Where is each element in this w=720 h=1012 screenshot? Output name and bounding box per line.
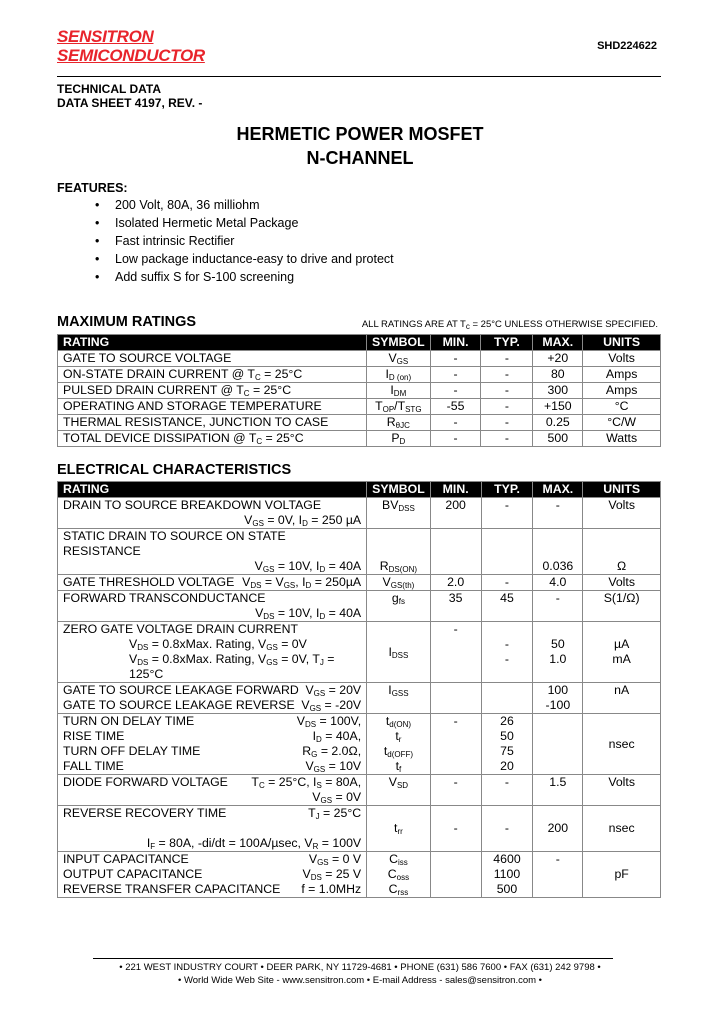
col-max: MAX. — [533, 482, 583, 498]
footer-web: • World Wide Web Site - www.sensitron.com • E-mail Address - sales@sensitron.com • — [177, 975, 543, 986]
list-item: • Fast intrinsic Rectifier — [95, 232, 394, 250]
typ-cell: 26 50 75 20 — [481, 714, 533, 775]
param-name: GATE TO SOURCE LEAKAGE REVERSE $V_{GS} = -20V$ — [63, 698, 362, 713]
param-name: GATE TO SOURCE LEAKAGE FORWARD $V_{GS} = 20V$ — [63, 683, 362, 698]
min-cell: - — [430, 714, 481, 775]
max-cell — [533, 714, 583, 775]
max-cell: - — [533, 852, 583, 898]
rating-cell: REVERSE RECOVERY TIME $T_J = 25^\circ C$ $I_F = 80A$, -di/dt = 100A/µsec, $V_R = 100V$ — [58, 806, 367, 852]
min-cell: - — [430, 383, 481, 399]
table-row — [58, 714, 661, 775]
typ-cell: - — [481, 367, 533, 383]
units-cell: Watts — [583, 431, 661, 447]
col-symbol: SYMBOL — [367, 335, 431, 351]
typ-cell: 45 — [481, 591, 533, 622]
footer-address: • 221 WEST INDUSTRY COURT • DEER PARK, NY 11729-4681 • PHONE (631) 586 7600 • FAX (631) 242 9798 • — [119, 962, 601, 973]
typ-cell: - — [481, 806, 533, 852]
typ-cell: - — [481, 431, 533, 447]
units-cell: Amps — [583, 367, 661, 383]
rating-cell: TOTAL DEVICE DISSIPATION @ $T_C = 25^\circ C$ — [58, 431, 367, 447]
col-units: UNITS — [583, 482, 661, 498]
max-cell: - — [533, 498, 583, 529]
max-cell: +150 — [533, 399, 583, 415]
units-cell: Amps — [583, 383, 661, 399]
electrical-heading: ELECTRICAL CHARACTERISTICS — [57, 462, 292, 478]
note-part-a: ALL RATINGS ARE AT T — [361, 319, 466, 330]
min-cell: - — [430, 806, 481, 852]
table-row — [58, 622, 661, 683]
rating-cell: DIODE FORWARD VOLTAGE $T_C = 25^\circ C$, $I_S = 80A$, $V_{GS} = 0V$ — [58, 775, 367, 806]
brand-line1: SENSITRON — [57, 27, 154, 46]
max-cell: 50 1.0 — [533, 622, 583, 683]
col-typ: TYP. — [481, 482, 533, 498]
col-max: MAX. — [533, 335, 583, 351]
note-sub: c — [465, 322, 470, 331]
min-cell: - — [430, 622, 481, 683]
rating-cell: INPUT CAPACITANCE $V_{GS} = 0$ V OUTPUT CAPACITANCE $V_{DS} = 25$ V REVERSE TRANSFER CAPACITANCE f = 1.0MHz — [58, 852, 367, 898]
symbol-cell: $T_{OP}/T_{STG}$ — [367, 399, 431, 415]
units-cell: Volts — [583, 575, 661, 591]
table-row — [58, 431, 661, 447]
table-row — [58, 367, 661, 383]
tech-data-block — [57, 82, 202, 110]
symbol-cell: $V_{SD}$ — [367, 775, 431, 806]
table-row — [58, 415, 661, 431]
param-name: STATIC DRAIN TO SOURCE ON STATE RESISTANCE — [63, 529, 286, 558]
rating-cell — [58, 622, 367, 683]
min-cell: 35 — [430, 591, 481, 622]
units-cell: Ω — [583, 529, 661, 575]
table-row — [58, 775, 661, 806]
symbol-cell: $V_{GS}$ — [367, 351, 431, 367]
max-cell: 500 — [533, 431, 583, 447]
page-title: HERMETIC POWER MOSFET — [236, 124, 484, 144]
param-name: DRAIN TO SOURCE BREAKDOWN VOLTAGE — [63, 498, 322, 512]
param-condition: $V_{GS} = 0V$, $I_D = 250$ µA — [244, 513, 362, 528]
min-cell: -55 — [430, 399, 481, 415]
tech-data-label: TECHNICAL DATA — [57, 82, 161, 96]
symbol-cell: $R_{\theta JC}$ — [367, 415, 431, 431]
units-cell: nsec — [583, 714, 661, 775]
symbol-cell: $t_{d(ON)}$ $t_r$ $t_{d(OFF)}$ $t_f$ — [367, 714, 431, 775]
max-cell: 1.5 — [533, 775, 583, 806]
max-cell: 200 — [533, 806, 583, 852]
param-condition: $V_{GS} = 10V$, $I_D = 40A$ — [254, 559, 362, 574]
brand-line2: SEMICONDUCTOR — [57, 46, 205, 65]
units-cell: µA mA — [583, 622, 661, 683]
page-subtitle: N-CHANNEL — [306, 148, 414, 168]
typ-cell — [481, 529, 533, 575]
rating-cell: ON-STATE DRAIN CURRENT @ $T_C = 25^\circ C$ — [58, 367, 367, 383]
typ-cell: - — [481, 415, 533, 431]
symbol-cell: $C_{iss}$ $C_{oss}$ $C_{rss}$ — [367, 852, 431, 898]
max-cell: 4.0 — [533, 575, 583, 591]
col-min: MIN. — [430, 335, 481, 351]
rating-cell — [58, 683, 367, 714]
typ-cell: - — [481, 575, 533, 591]
table-header — [58, 482, 661, 498]
symbol-cell: $I_{D (on)}$ — [367, 367, 431, 383]
max-cell: +20 — [533, 351, 583, 367]
units-cell: °C — [583, 399, 661, 415]
units-cell: °C/W — [583, 415, 661, 431]
table-row — [58, 683, 661, 714]
table-row — [58, 591, 661, 622]
list-item: • Low package inductance-easy to drive and protect — [95, 250, 394, 268]
col-min: MIN. — [430, 482, 481, 498]
units-cell: Volts — [583, 775, 661, 806]
symbol-cell: $I_{DM}$ — [367, 383, 431, 399]
note-part-b: = 25°C UNLESS OTHERWISE SPECIFIED. — [469, 319, 658, 330]
typ-cell: - — [481, 351, 533, 367]
min-cell — [430, 852, 481, 898]
min-cell — [430, 529, 481, 575]
table-header — [58, 335, 661, 351]
max-cell: 0.25 — [533, 415, 583, 431]
rating-cell: PULSED DRAIN CURRENT @ $T_C = 25^\circ C$ — [58, 383, 367, 399]
symbol-cell: $t_{rr}$ — [367, 806, 431, 852]
col-typ: TYP. — [481, 335, 533, 351]
rating-cell — [58, 529, 367, 575]
symbol-cell: $V_{GS(th)}$ — [367, 575, 431, 591]
list-item: • Isolated Hermetic Metal Package — [95, 214, 394, 232]
max-cell: 100 -100 — [533, 683, 583, 714]
min-cell: - — [430, 367, 481, 383]
symbol-cell: $BV_{DSS}$ — [367, 498, 431, 529]
table-row — [58, 498, 661, 529]
param-condition: $V_{DS} = 10V$, $I_D = 40A$ — [255, 606, 362, 621]
typ-cell: - — [481, 383, 533, 399]
min-cell: - — [430, 431, 481, 447]
list-item: • 200 Volt, 80A, 36 milliohm — [95, 196, 394, 214]
param-name: ZERO GATE VOLTAGE DRAIN CURRENT — [63, 622, 299, 636]
table-row — [58, 383, 661, 399]
rating-cell: THERMAL RESISTANCE, JUNCTION TO CASE — [58, 415, 367, 431]
table-row — [58, 575, 661, 591]
part-number: SHD224622 — [597, 40, 657, 52]
max-cell: 0.036 — [533, 529, 583, 575]
param-condition: $V_{DS}$ = 0.8xMax. Rating, $V_{GS} = 0V$, $T_J = 125^\circ C$ — [129, 652, 335, 681]
units-cell: S(1/Ω) — [583, 591, 661, 622]
list-item: • Add suffix S for S-100 screening — [95, 268, 394, 286]
symbol-cell: $I_{DSS}$ — [367, 622, 431, 683]
features-heading: FEATURES: — [57, 181, 128, 195]
units-cell: nA — [583, 683, 661, 714]
typ-cell: - — [481, 775, 533, 806]
min-cell — [430, 683, 481, 714]
rating-cell: GATE THRESHOLD VOLTAGE $V_{DS} = V_{GS}$, $I_D = 250\mu A$ — [58, 575, 367, 591]
typ-cell: 4600 1100 500 — [481, 852, 533, 898]
typ-cell: - — [481, 399, 533, 415]
electrical-table — [57, 481, 661, 898]
table-row — [58, 852, 661, 898]
max-ratings-heading: MAXIMUM RATINGS — [57, 314, 197, 330]
table-row — [58, 399, 661, 415]
units-cell: nsec — [583, 806, 661, 852]
min-cell: - — [430, 351, 481, 367]
symbol-cell: $R_{DS(ON)}$ — [367, 529, 431, 575]
col-units: UNITS — [583, 335, 661, 351]
param-name: FORWARD TRANSCONDUCTANCE — [63, 591, 266, 605]
min-cell: - — [430, 775, 481, 806]
symbol-cell: $g_{fs}$ — [367, 591, 431, 622]
symbol-cell: $I_{GSS}$ — [367, 683, 431, 714]
datasheet-label: DATA SHEET 4197, REV. - — [57, 96, 203, 110]
ratings-note — [362, 319, 658, 330]
param-condition: $V_{DS}$ = 0.8xMax. Rating, $V_{GS} = 0V$ — [129, 637, 307, 652]
max-cell: - — [533, 591, 583, 622]
rating-cell — [58, 591, 367, 622]
col-rating: RATING — [58, 335, 367, 351]
typ-cell: - — [481, 498, 533, 529]
rating-cell: OPERATING AND STORAGE TEMPERATURE — [58, 399, 367, 415]
rating-cell: TURN ON DELAY TIME $V_{DS} = 100V$, RISE TIME $I_D = 40A$, TURN OFF DELAY TIME $R_G = 2.0\Omega$, FALL TIME $V_{GS} = 10V$ — [58, 714, 367, 775]
max-cell: 80 — [533, 367, 583, 383]
units-cell: Volts — [583, 498, 661, 529]
units-cell: Volts — [583, 351, 661, 367]
min-cell: 200 — [430, 498, 481, 529]
table-row — [58, 351, 661, 367]
col-symbol: SYMBOL — [367, 482, 431, 498]
header-divider — [57, 76, 661, 77]
table-row — [58, 529, 661, 575]
units-cell: pF — [583, 852, 661, 898]
min-cell: - — [430, 415, 481, 431]
min-cell: 2.0 — [430, 575, 481, 591]
table-row — [58, 806, 661, 852]
typ-cell: - - — [481, 622, 533, 683]
col-rating: RATING — [58, 482, 367, 498]
max-cell: 300 — [533, 383, 583, 399]
footer-divider — [93, 958, 613, 959]
symbol-cell: $P_D$ — [367, 431, 431, 447]
rating-cell: GATE TO SOURCE VOLTAGE — [58, 351, 367, 367]
max-ratings-table — [57, 334, 661, 447]
features-list — [95, 196, 394, 286]
rating-cell — [58, 498, 367, 529]
typ-cell — [481, 683, 533, 714]
